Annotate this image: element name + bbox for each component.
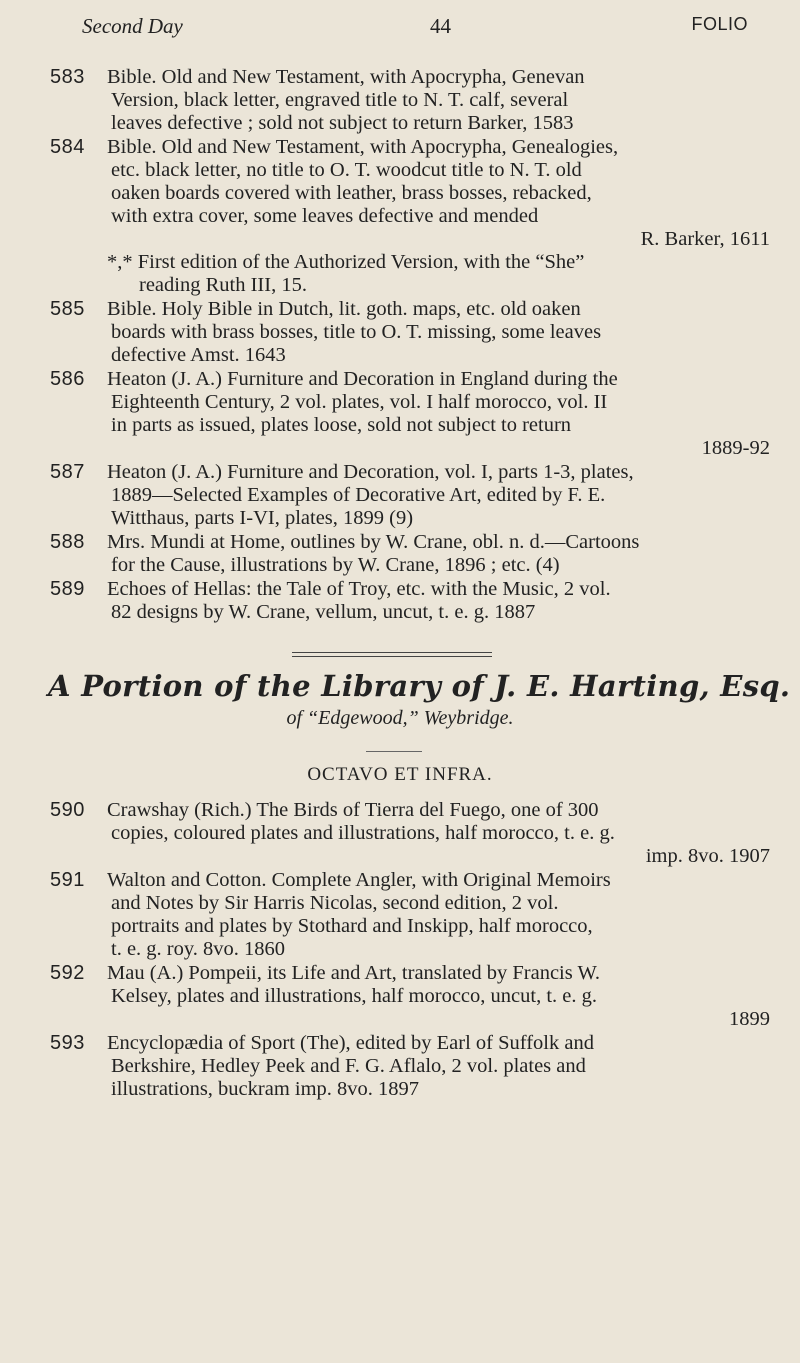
lot-585 bbox=[50, 298, 770, 367]
section-divider bbox=[292, 652, 492, 657]
lot-line: 1889—Selected Examples of Decorative Art, edited by F. E. bbox=[111, 484, 606, 506]
lot-number: 587 bbox=[50, 461, 85, 483]
lot-line: leaves defective ; sold not subject to return Barker, 1583 bbox=[111, 112, 574, 134]
lot-line: 1899 bbox=[729, 1008, 770, 1030]
lot-line: Kelsey, plates and illustrations, half morocco, uncut, t. e. g. bbox=[111, 985, 597, 1007]
lot-line: defective Amst. 1643 bbox=[111, 344, 286, 366]
lot-line: 1889-92 bbox=[701, 437, 770, 459]
collection-subtitle: of “Edgewood,” Weybridge. bbox=[286, 707, 514, 729]
lot-line: Crawshay (Rich.) The Birds of Tierra del Fuego, one of 300 bbox=[107, 799, 599, 821]
lot-number: 590 bbox=[50, 799, 85, 821]
header-day: Second Day bbox=[82, 14, 183, 38]
lot-line: Eighteenth Century, 2 vol. plates, vol. I half morocco, vol. II bbox=[111, 391, 608, 413]
lot-583 bbox=[50, 66, 770, 135]
lot-line: Berkshire, Hedley Peek and F. G. Aflalo, 2 vol. plates and bbox=[111, 1055, 586, 1077]
lot-number: 589 bbox=[50, 578, 85, 600]
lot-line: Encyclopædia of Sport (The), edited by Earl of Suffolk and bbox=[107, 1032, 594, 1054]
lot-number: 585 bbox=[50, 298, 85, 320]
lot-593 bbox=[50, 1032, 770, 1101]
lot-line: R. Barker, 1611 bbox=[640, 228, 770, 250]
lot-line: and Notes by Sir Harris Nicolas, second edition, 2 vol. bbox=[111, 892, 559, 914]
lot-line: illustrations, buckram imp. 8vo. 1897 bbox=[111, 1078, 420, 1100]
lot-number: 588 bbox=[50, 531, 85, 553]
lot-line: Version, black letter, engraved title to N. T. calf, several bbox=[111, 89, 569, 111]
lot-line: imp. 8vo. 1907 bbox=[645, 845, 770, 867]
lot-591 bbox=[50, 869, 770, 961]
lot-line: Walton and Cotton. Complete Angler, with Original Memoirs bbox=[107, 869, 611, 891]
lot-line: with extra cover, some leaves defective and mended bbox=[111, 205, 539, 227]
lot-line: boards with brass bosses, title to O. T. missing, some leaves bbox=[111, 321, 602, 343]
header-format: FOLIO bbox=[691, 14, 748, 34]
lot-line: Bible. Holy Bible in Dutch, lit. goth. maps, etc. old oaken bbox=[107, 298, 581, 320]
lot-592 bbox=[50, 962, 770, 1031]
short-divider bbox=[366, 751, 422, 752]
lot-line: oaken boards covered with leather, brass bosses, rebacked, bbox=[111, 182, 592, 204]
lot-line: t. e. g. roy. 8vo. 1860 bbox=[111, 938, 286, 960]
lot-line: copies, coloured plates and illustrations, half morocco, t. e. g. bbox=[111, 822, 615, 844]
page-header bbox=[82, 14, 748, 44]
lot-line: Mrs. Mundi at Home, outlines by W. Crane, obl. n. d.—Cartoons bbox=[107, 531, 640, 553]
lot-586 bbox=[50, 368, 770, 460]
lot-number: 583 bbox=[50, 66, 85, 88]
lot-line: Bible. Old and New Testament, with Apocrypha, Genealogies, bbox=[107, 136, 619, 158]
lot-587 bbox=[50, 461, 770, 530]
lot-line: for the Cause, illustrations by W. Crane, 1896 ; etc. (4) bbox=[111, 554, 560, 576]
lot-584 bbox=[50, 136, 770, 251]
lot-number: 584 bbox=[50, 136, 85, 158]
lot-number: 593 bbox=[50, 1032, 85, 1054]
note-line: reading Ruth III, 15. bbox=[139, 274, 307, 296]
lot-584-note bbox=[107, 251, 770, 297]
lot-line: Mau (A.) Pompeii, its Life and Art, translated by Francis W. bbox=[107, 962, 601, 984]
lot-line: Bible. Old and New Testament, with Apocrypha, Genevan bbox=[107, 66, 585, 88]
note-line: *,* First edition of the Authorized Version, with the “She” bbox=[107, 251, 585, 273]
lot-line: Heaton (J. A.) Furniture and Decoration in England during the bbox=[107, 368, 618, 390]
lot-588 bbox=[50, 531, 770, 577]
lot-line: Witthaus, parts I-VI, plates, 1899 (9) bbox=[111, 507, 414, 529]
collection-title: A Portion of the Library of J. E. Harting, Esq. bbox=[48, 669, 791, 703]
lot-line: Echoes of Hellas: the Tale of Troy, etc. with the Music, 2 vol. bbox=[107, 578, 611, 600]
lot-line: in parts as issued, plates loose, sold not subject to return bbox=[111, 414, 572, 436]
lot-line: etc. black letter, no title to O. T. woodcut title to N. T. old bbox=[111, 159, 582, 181]
lot-number: 586 bbox=[50, 368, 85, 390]
lot-line: Heaton (J. A.) Furniture and Decoration, vol. I, parts 1-3, plates, bbox=[107, 461, 634, 483]
lot-number: 591 bbox=[50, 869, 85, 891]
section-heading: OCTAVO ET INFRA. bbox=[307, 764, 493, 785]
lot-number: 592 bbox=[50, 962, 85, 984]
lot-589 bbox=[50, 578, 770, 624]
lot-590 bbox=[50, 799, 770, 868]
lot-line: 82 designs by W. Crane, vellum, uncut, t. e. g. 1887 bbox=[111, 601, 536, 623]
lot-line: portraits and plates by Stothard and Inskipp, half morocco, bbox=[111, 915, 593, 937]
page-number: 44 bbox=[430, 14, 451, 38]
